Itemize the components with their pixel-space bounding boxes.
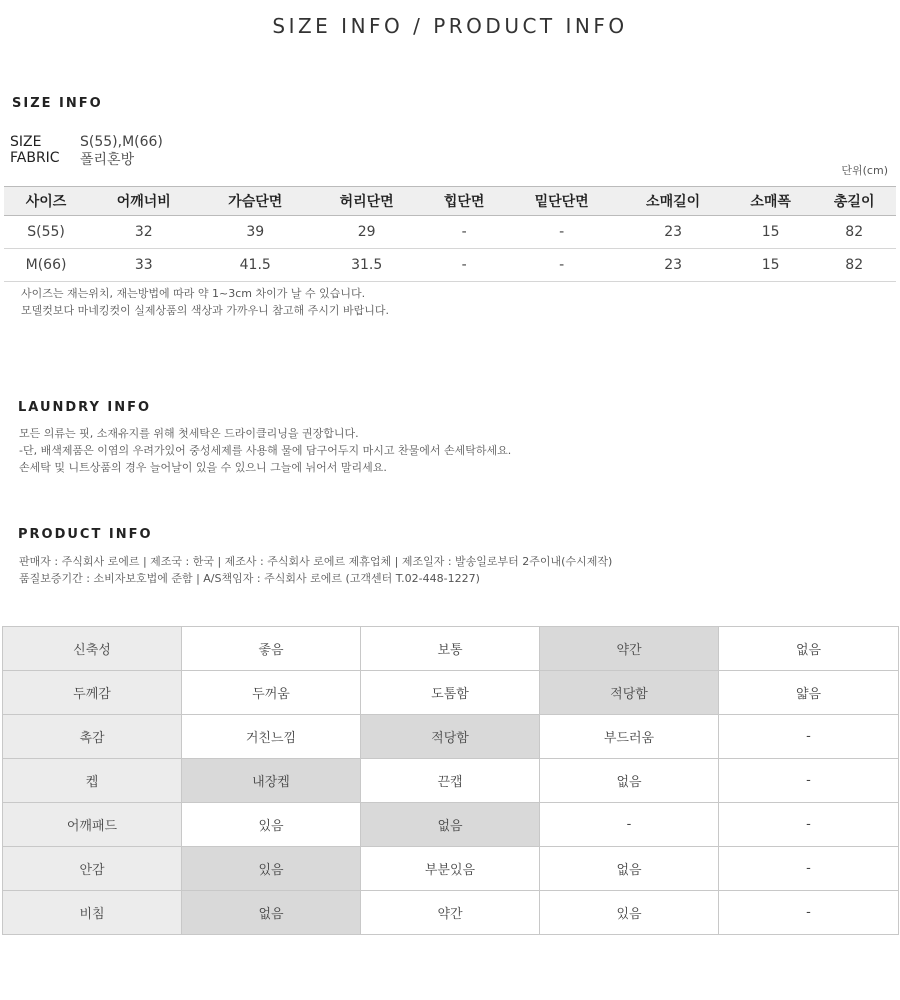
size-notes: [21, 285, 389, 319]
size-cell: 23: [617, 216, 728, 249]
fabric-option-selected: 있음: [182, 847, 361, 891]
size-table: [4, 186, 896, 282]
fabric-option: -: [540, 803, 719, 847]
fabric-option: 부드러움: [540, 715, 719, 759]
table-row: [3, 671, 899, 715]
fabric-attribute-label: 비침: [3, 891, 182, 935]
size-header-cell: 힙단면: [422, 187, 506, 216]
size-cell: 41.5: [200, 249, 311, 282]
fabric-option: 거친느낌: [182, 715, 361, 759]
size-cell: 31.5: [311, 249, 422, 282]
fabric-value: 폴리혼방: [80, 152, 135, 168]
fabric-option: 좋음: [182, 627, 361, 671]
fabric-option: 얇음: [719, 671, 899, 715]
size-header-cell: 가슴단면: [200, 187, 311, 216]
fabric-option: 있음: [540, 891, 719, 935]
size-note-line: 모델컷보다 마네킹컷이 실제상품의 색상과 가까우니 참고해 주시기 바랍니다.: [21, 304, 390, 317]
fabric-option: 부분있음: [361, 847, 540, 891]
fabric-option: 보통: [361, 627, 540, 671]
fabric-option: -: [719, 715, 899, 759]
size-value: S(55),M(66): [80, 134, 163, 150]
size-note-line: 사이즈는 재는위치, 재는방법에 따라 약 1~3cm 차이가 날 수 있습니다.: [21, 287, 366, 300]
size-cell: 29: [311, 216, 422, 249]
fabric-option: 끈캡: [361, 759, 540, 803]
fabric-option: -: [719, 803, 899, 847]
fabric-option: 약간: [361, 891, 540, 935]
laundry-line: 모든 의류는 핏, 소재유지를 위해 첫세탁은 드라이클리닝을 권장합니다.: [19, 427, 359, 440]
table-row: [4, 216, 896, 249]
size-cell: 15: [729, 216, 813, 249]
size-header-cell: 소매폭: [729, 187, 813, 216]
table-row: [3, 627, 899, 671]
size-header-cell: 총길이: [812, 187, 896, 216]
size-cell: 82: [812, 216, 896, 249]
table-row: [3, 715, 899, 759]
product-line: 품질보증기간 : 소비자보호법에 준함 | A/S책임자 : 주식회사 로에르 (고객센터 T.02-448-1227): [19, 572, 480, 585]
size-cell: 15: [729, 249, 813, 282]
fabric-option-selected: 약간: [540, 627, 719, 671]
fabric-attribute-label: 촉감: [3, 715, 182, 759]
fabric-option-selected: 없음: [361, 803, 540, 847]
size-table-header-row: [4, 187, 896, 216]
size-cell: 82: [812, 249, 896, 282]
size-cell: -: [422, 216, 506, 249]
size-cell: 32: [88, 216, 199, 249]
fabric-label: FABRIC: [10, 150, 60, 166]
product-notes: [19, 553, 612, 587]
table-row: [3, 891, 899, 935]
laundry-info-heading: LAUNDRY INFO: [18, 400, 152, 415]
size-cell: -: [506, 249, 617, 282]
laundry-line: 손세탁 및 니트상품의 경우 늘어날이 있을 수 있으니 그늘에 뉘어서 말리세요.: [19, 461, 387, 474]
size-label: SIZE: [10, 134, 42, 150]
fabric-option-selected: 적당함: [540, 671, 719, 715]
size-cell: 23: [617, 249, 728, 282]
fabric-attribute-label: 안감: [3, 847, 182, 891]
laundry-notes: [19, 425, 511, 476]
size-cell: -: [422, 249, 506, 282]
fabric-option-selected: 적당함: [361, 715, 540, 759]
fabric-option: 있음: [182, 803, 361, 847]
fabric-option-selected: 없음: [182, 891, 361, 935]
fabric-option-selected: 내장켑: [182, 759, 361, 803]
size-cell: M(66): [4, 249, 88, 282]
size-header-cell: 소매길이: [617, 187, 728, 216]
fabric-attribute-label: 신축성: [3, 627, 182, 671]
unit-label: 단위(cm): [841, 164, 888, 177]
size-info-heading: SIZE INFO: [12, 96, 103, 111]
product-line: 판매자 : 주식회사 로에르 | 제조국 : 한국 | 제조사 : 주식회사 로에르 제휴업체 | 제조일자 : 발송일로부터 2주이내(수시제작): [19, 555, 613, 568]
size-cell: 39: [200, 216, 311, 249]
fabric-option: 없음: [719, 627, 899, 671]
fabric-attribute-label: 켑: [3, 759, 182, 803]
size-cell: 33: [88, 249, 199, 282]
fabric-option: 없음: [540, 847, 719, 891]
size-header-cell: 밑단단면: [506, 187, 617, 216]
size-cell: -: [506, 216, 617, 249]
fabric-option: 두꺼움: [182, 671, 361, 715]
fabric-option: 도톰함: [361, 671, 540, 715]
table-row: [3, 803, 899, 847]
fabric-option: -: [719, 847, 899, 891]
fabric-option: -: [719, 891, 899, 935]
fabric-attribute-label: 어깨패드: [3, 803, 182, 847]
size-header-cell: 허리단면: [311, 187, 422, 216]
fabric-option: 없음: [540, 759, 719, 803]
page-title: SIZE INFO / PRODUCT INFO: [272, 14, 628, 38]
product-info-heading: PRODUCT INFO: [18, 527, 153, 542]
table-row: [3, 759, 899, 803]
fabric-attribute-label: 두께감: [3, 671, 182, 715]
fabric-option: -: [719, 759, 899, 803]
size-header-cell: 사이즈: [4, 187, 88, 216]
table-row: [4, 249, 896, 282]
size-header-cell: 어깨너비: [88, 187, 199, 216]
laundry-line: -단, 배색제품은 이염의 우려가있어 중성세제를 사용해 물에 담구어두지 마시고 찬물에서 손세탁하세요.: [19, 444, 512, 457]
fabric-attribute-table: [2, 626, 899, 935]
table-row: [3, 847, 899, 891]
size-cell: S(55): [4, 216, 88, 249]
